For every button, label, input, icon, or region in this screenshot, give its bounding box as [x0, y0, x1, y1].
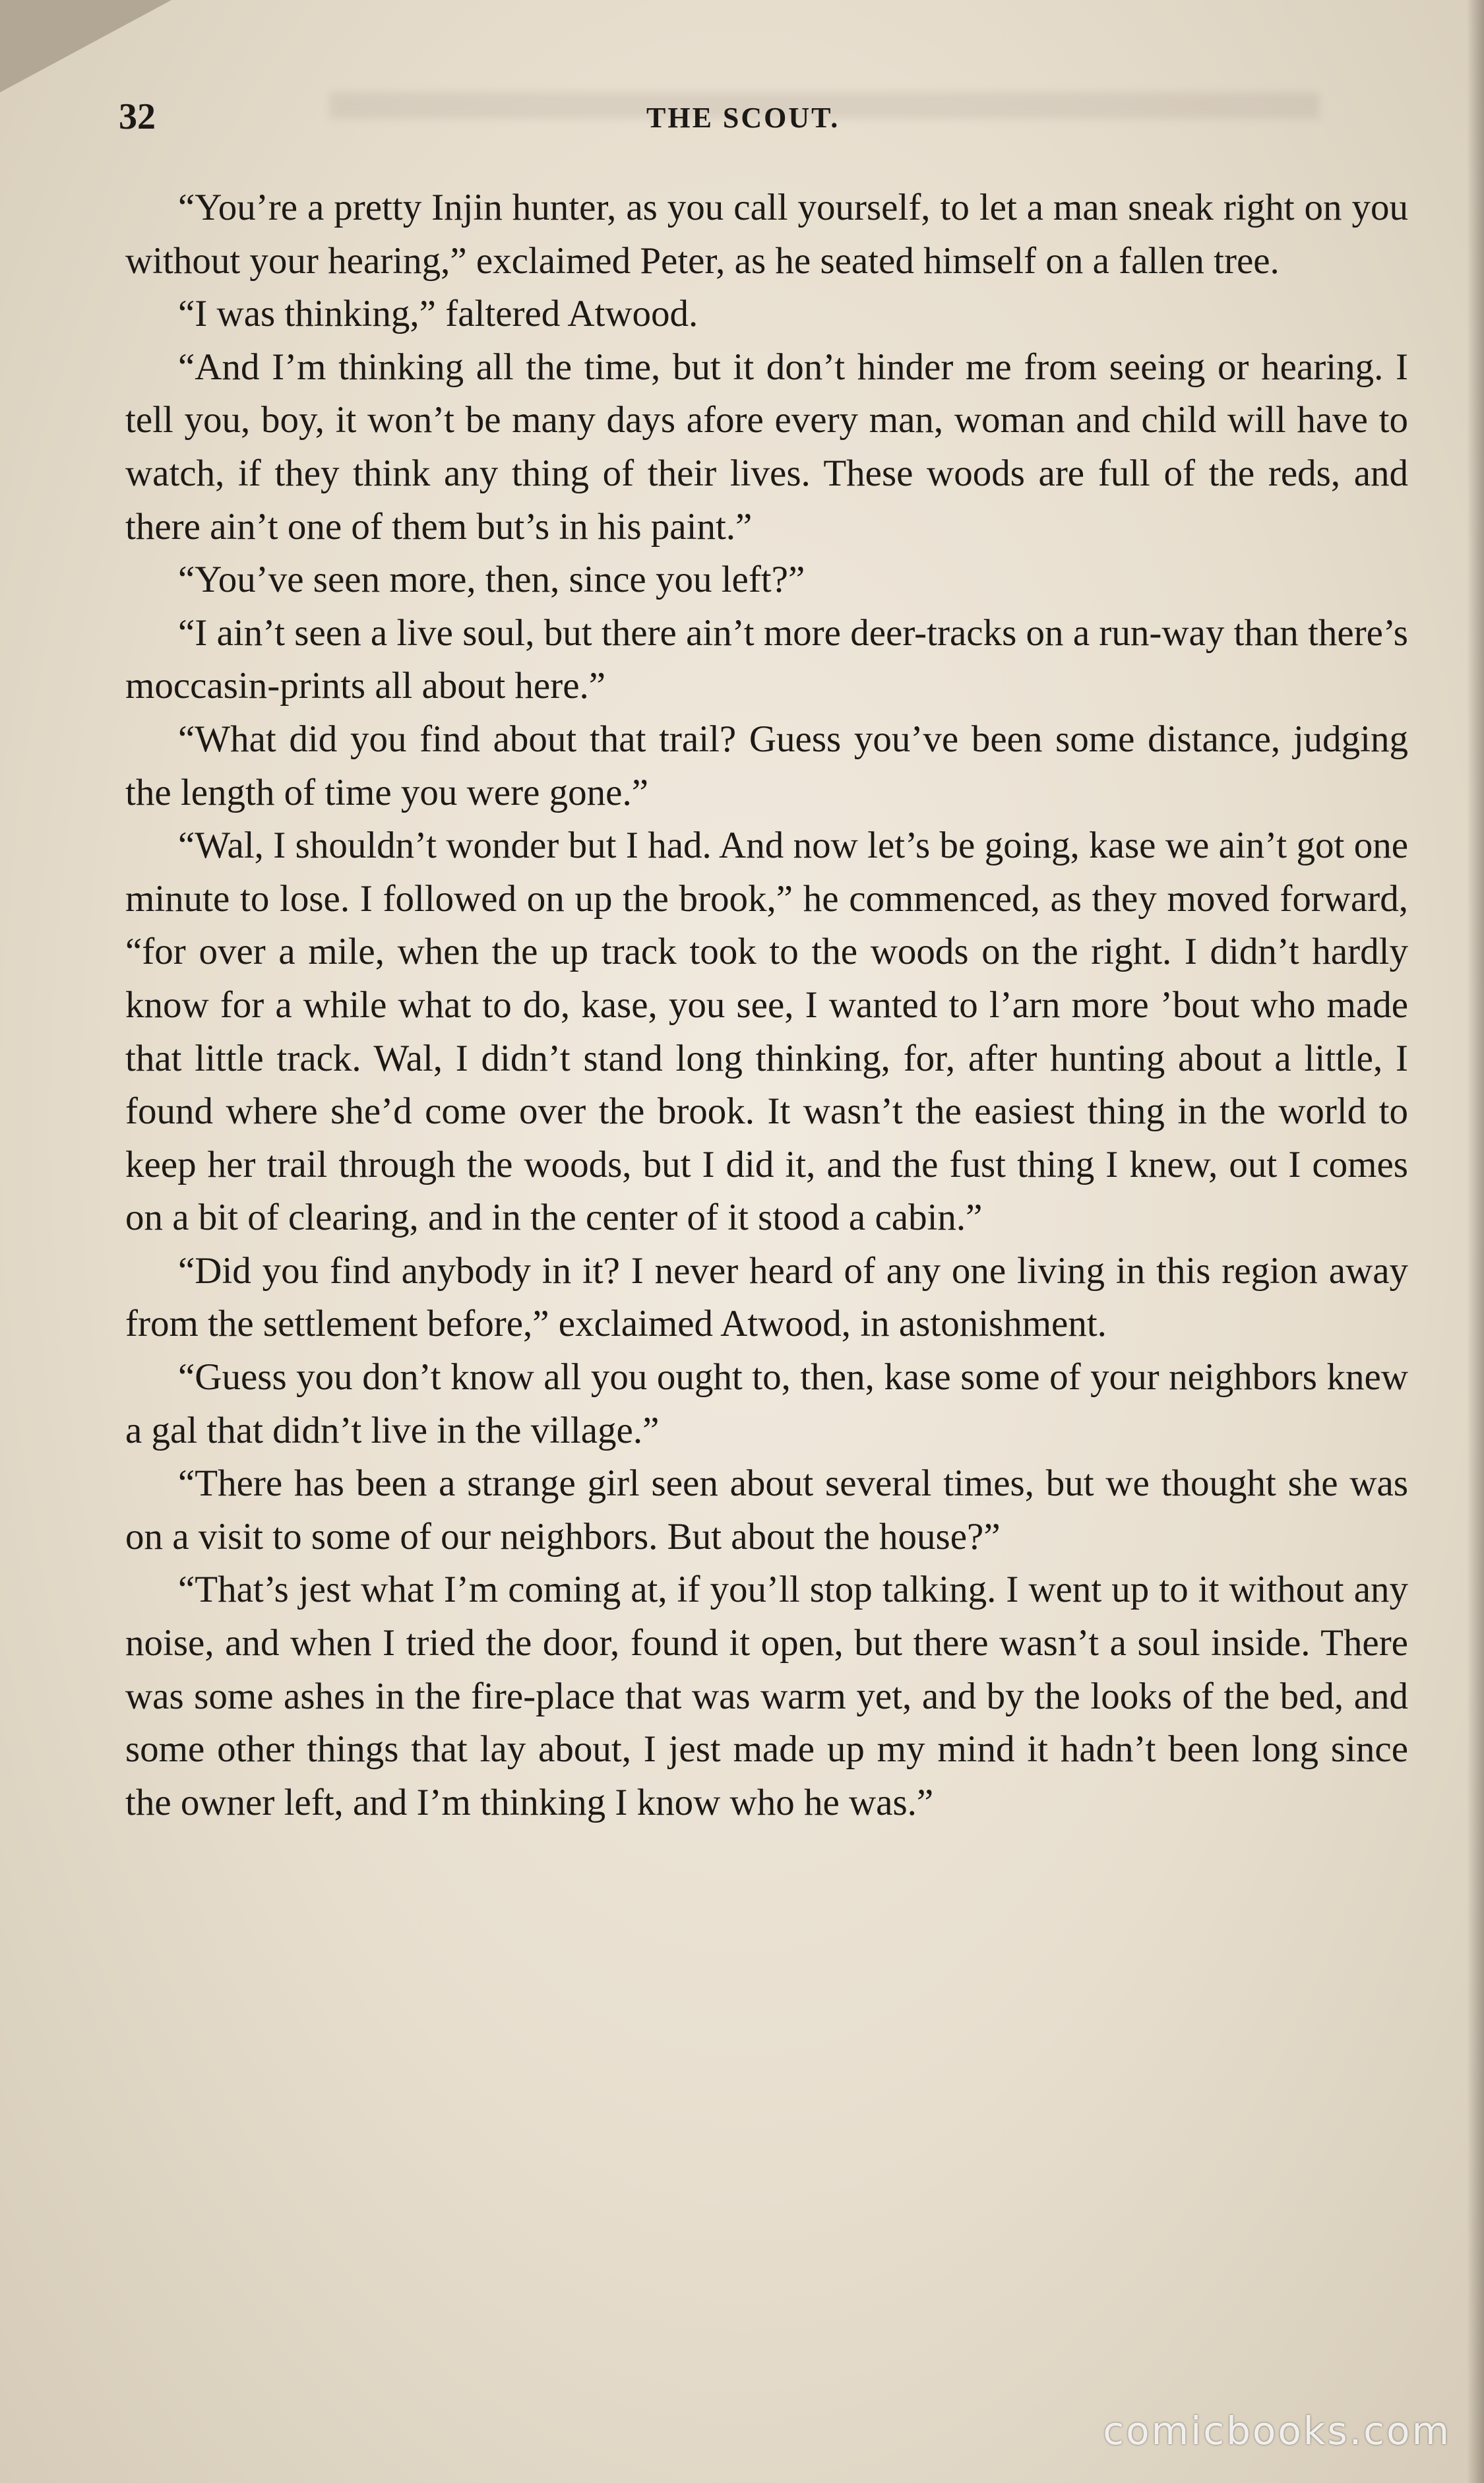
running-head: THE SCOUT.: [646, 102, 840, 134]
paragraph: “You’re a pretty Injin hunter, as you call yourself, to let a man sneak right on you without your hearing,” exclaimed Peter, as he seated himself on a fallen tree.: [125, 187, 1408, 282]
paragraph: “That’s jest what I’m coming at, if you’ll stop talking. I went up to it without any noise, and when I tried the door, found it open, but there wasn’t a soul inside. There was some ashes in the fire-place that was warm yet, and by the looks of the bed, and some other things that lay about, I jest made up my mind it hadn’t been long since the owner left, and I’m thinking I know who he was.”: [125, 1569, 1408, 1823]
paragraph: “Did you find anybody in it? I never heard of any one living in this region away from the settlement before,” exclaimed Atwood, in astonishment.: [125, 1249, 1408, 1345]
paragraph: “Wal, I shouldn’t wonder but I had. And now let’s be going, kase we ain’t got one minute to lose. I followed on up the brook,” he commenced, as they moved forward, “for over a mile, when the up track took to the woods on the right. I didn’t hardly know for a while what to do, kase, you see, I wanted to l’arn more ’bout who made that little track. Wal, I didn’t stand long thinking, for, after hunting about a little, I found where she’d come over the brook. It wasn’t the easiest thing in the world to keep her trail through the woods, but I did it, and the fust thing I knew, out I comes on a bit of clearing, and in the center of it stood a cabin.”: [125, 825, 1408, 1239]
paragraph: “What did you find about that trail? Guess you’ve been some distance, judging the length of time you were gone.”: [125, 718, 1408, 813]
paragraph: “Guess you don’t know all you ought to, then, kase some of your neighbors knew a gal that didn’t live in the village.”: [125, 1356, 1408, 1451]
watermark: comicbooks.com: [1103, 2408, 1451, 2453]
paragraph: “I ain’t seen a live soul, but there ain’t more deer-tracks on a run-way than there’s moccasin-prints all about here.”: [125, 612, 1408, 707]
page-edge-shadow: [1467, 0, 1484, 2483]
page-header: [119, 96, 1405, 148]
page-number: 32: [119, 96, 156, 137]
page-body-text: [125, 181, 1408, 1829]
folded-corner: [0, 0, 171, 92]
paragraph: “And I’m thinking all the time, but it don’t hinder me from seeing or hearing. I tell you, boy, it won’t be many days afore every man, woman and child will have to watch, if they think any thing of their lives. These woods are full of the reds, and there ain’t one of them but’s in his paint.”: [125, 346, 1408, 548]
paragraph: “I was thinking,” faltered Atwood.: [178, 293, 698, 335]
paragraph: “There has been a strange girl seen about several times, but we thought she was on a visit to some of our neighbors. But about the house?”: [125, 1462, 1408, 1557]
paragraph: “You’ve seen more, then, since you left?”: [178, 559, 805, 601]
